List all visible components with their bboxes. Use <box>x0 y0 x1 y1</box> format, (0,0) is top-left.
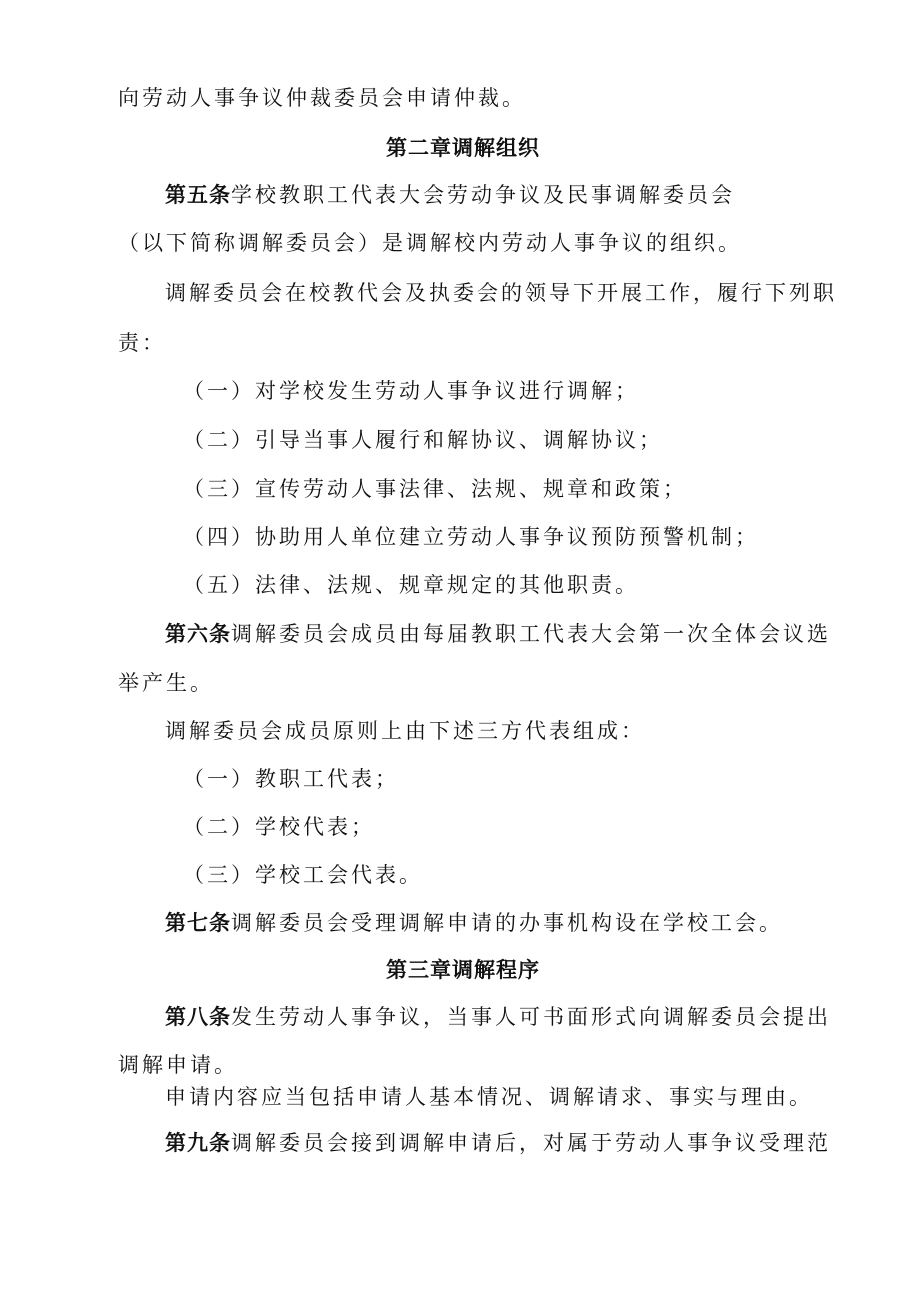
article-six-line-1 <box>165 619 831 649</box>
duties-intro-line-1: 调解委员会在校教代会及执委会的领导下开展工作，履行下列职 <box>165 281 837 305</box>
duty-item-4: （四）协助用人单位建立劳动人事争议预防预警机制； <box>183 525 759 549</box>
chapter-three-heading: 第三章调解程序 <box>386 958 540 982</box>
chapter-two-heading: 第二章调解组织 <box>386 136 540 160</box>
duty-item-1: （一）对学校发生劳动人事争议进行调解； <box>183 379 639 403</box>
duty-item-3: （三）宣传劳动人事法律、法规、规章和政策； <box>183 477 687 501</box>
article-eight-line-2: 调解申请。 <box>118 1053 238 1077</box>
article-five-label: 第五条 <box>165 183 231 207</box>
members-intro-line: 调解委员会成员原则上由下述三方代表组成： <box>165 719 645 743</box>
duty-item-2: （二）引导当事人履行和解协议、调解协议； <box>183 428 663 452</box>
duty-item-5: （五）法律、法规、规章规定的其他职责。 <box>183 573 639 597</box>
article-six-line-2: 举产生。 <box>118 671 214 695</box>
article-eight-line-1 <box>165 1002 831 1032</box>
paragraph-continuation-line: 向劳动人事争议仲裁委员会申请仲裁。 <box>118 86 526 110</box>
article-six-label: 第六条 <box>165 622 231 646</box>
article-five-line-1 <box>165 180 735 210</box>
article-nine-label: 第九条 <box>165 1131 231 1155</box>
duties-intro-line-2: 责： <box>118 331 166 355</box>
article-seven-line <box>165 908 783 938</box>
application-content-line: 申请内容应当包括申请人基本情况、调解请求、事实与理由。 <box>165 1085 813 1109</box>
article-nine-text: 调解委员会接到调解申请后，对属于劳动人事争议受理范 <box>231 1131 831 1155</box>
member-item-3: （三）学校工会代表。 <box>183 863 423 887</box>
article-six-text: 调解委员会成员由每届教职工代表大会第一次全体会议选 <box>231 622 831 646</box>
article-seven-label: 第七条 <box>165 911 231 935</box>
article-eight-text: 发生劳动人事争议，当事人可书面形式向调解委员会提出 <box>231 1005 831 1029</box>
article-five-line-2: （以下简称调解委员会）是调解校内劳动人事争议的组织。 <box>118 231 742 255</box>
article-seven-text: 调解委员会受理调解申请的办事机构设在学校工会。 <box>231 911 783 935</box>
article-nine-line-1 <box>165 1128 831 1158</box>
member-item-1: （一）教职工代表； <box>183 767 399 791</box>
article-five-text: 学校教职工代表大会劳动争议及民事调解委员会 <box>231 183 735 207</box>
article-eight-label: 第八条 <box>165 1005 231 1029</box>
member-item-2: （二）学校代表； <box>183 815 375 839</box>
